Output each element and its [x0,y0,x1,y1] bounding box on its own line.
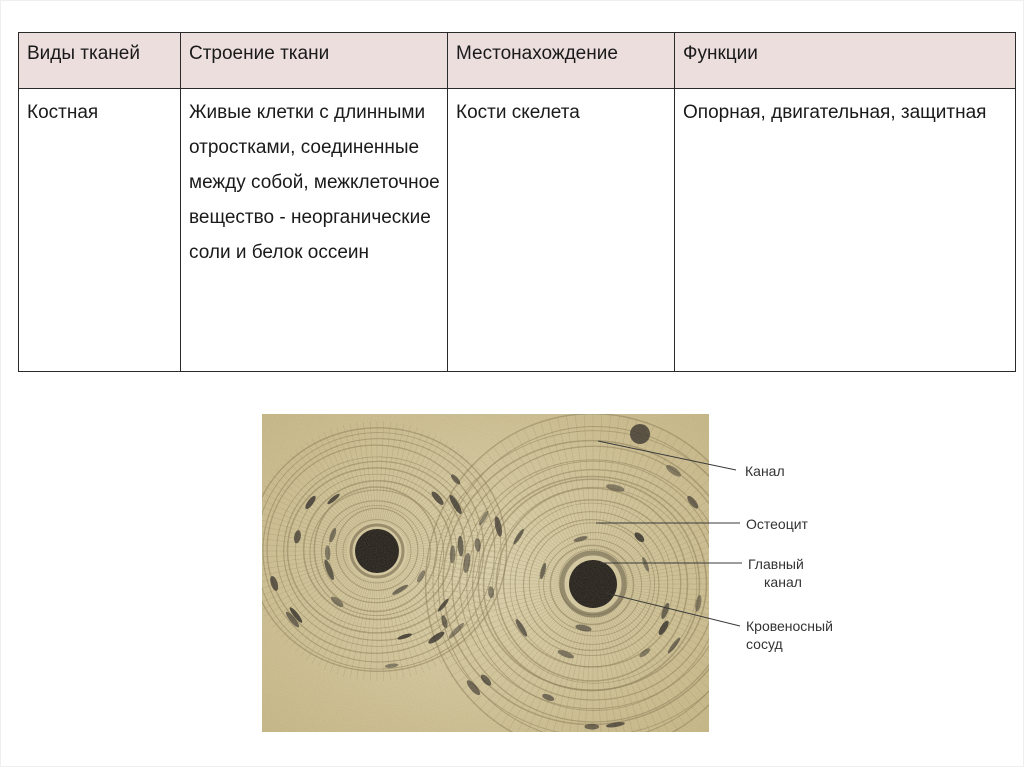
label-canal: Канал [745,463,785,479]
label-main-canal [748,555,804,591]
cell-tissue-type: Костная [19,89,181,372]
label-osteocyte: Остеоцит [746,516,808,532]
label-blood-vessel-line1: Кровеносный [746,618,833,634]
header-tissue-structure: Строение ткани [181,33,448,89]
table-header-row [19,33,1016,89]
label-main-canal-line2: канал [764,574,802,590]
bone-micrograph [262,414,709,732]
cell-functions: Опорная, двигательная, защитная [675,89,1016,372]
header-tissue-type: Виды тканей [19,33,181,89]
header-location: Местонахождение [448,33,675,89]
cell-tissue-structure: Живые клетки с длинными отростками, соединенные между собой, межклеточное вещество - неорганические соли и белок оссеин [181,89,448,372]
table-row [19,89,1016,372]
header-functions: Функции [675,33,1016,89]
label-main-canal-line1: Главный [748,556,804,572]
tissue-table [18,32,1016,372]
label-blood-vessel [746,617,833,653]
cell-location: Кости скелета [448,89,675,372]
label-blood-vessel-line2: сосуд [746,636,783,652]
